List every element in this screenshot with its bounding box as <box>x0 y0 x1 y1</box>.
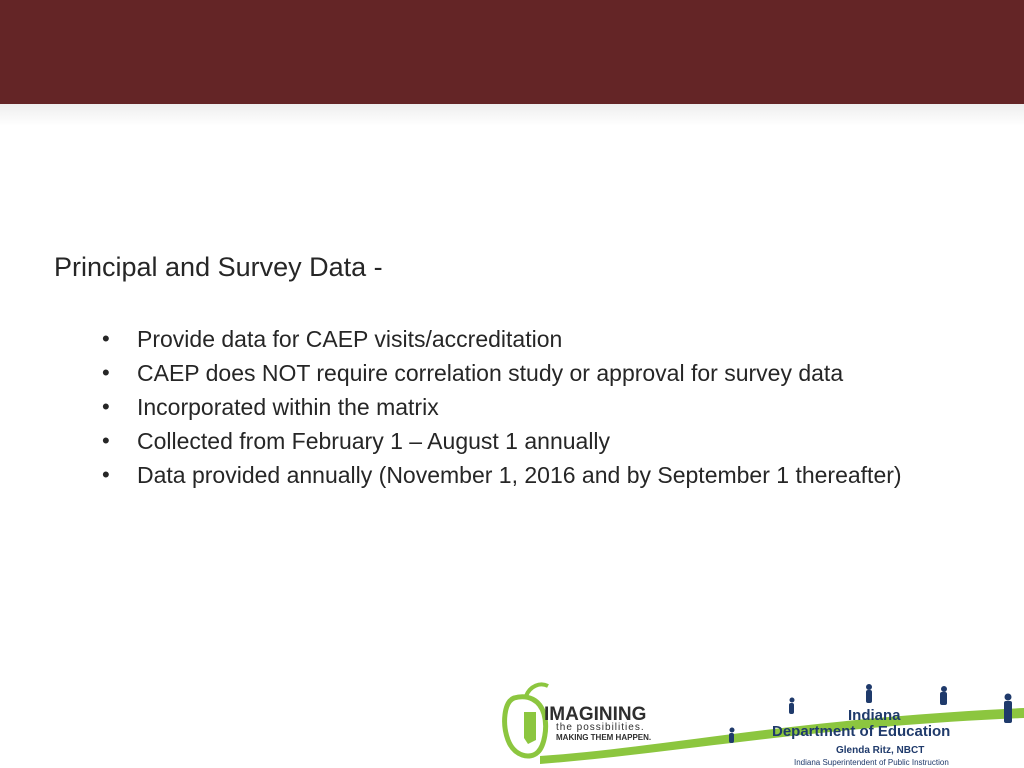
list-item <box>102 356 952 390</box>
bullet-icon: • <box>102 326 110 351</box>
slide-title: Principal and Survey Data - <box>54 252 383 282</box>
state-icon <box>524 712 536 744</box>
bullet-text: Data provided annually (November 1, 2016 and by September 1 thereafter) <box>137 462 902 488</box>
list-item <box>102 424 952 458</box>
bullet-icon: • <box>102 394 110 419</box>
bullet-text: Collected from February 1 – August 1 annually <box>137 428 611 454</box>
org-name: Department of Education <box>772 723 951 740</box>
leaf-icon <box>526 684 548 696</box>
footer-logo <box>500 678 1024 768</box>
bullet-text: Provide data for CAEP visits/accreditation <box>137 326 563 352</box>
bullet-icon: • <box>102 462 110 487</box>
header-shadow <box>0 104 1024 126</box>
header-band <box>0 0 1024 104</box>
logo-sub-text: the possibilities. <box>556 722 645 733</box>
logo-main-text: IMAGINING <box>544 704 647 725</box>
bullet-text: Incorporated within the matrix <box>137 394 439 420</box>
list-item <box>102 390 952 424</box>
org-state: Indiana <box>848 707 901 724</box>
list-item <box>102 458 952 492</box>
official-title: Indiana Superintendent of Public Instruction <box>794 758 949 767</box>
bullet-icon: • <box>102 428 110 453</box>
bullet-list <box>102 322 952 492</box>
list-item <box>102 322 952 356</box>
bullet-icon: • <box>102 360 110 385</box>
logo-tagline: MAKING THEM HAPPEN. <box>556 733 652 742</box>
official-name: Glenda Ritz, NBCT <box>836 745 925 756</box>
bullet-text: CAEP does NOT require correlation study or approval for survey data <box>137 360 844 386</box>
